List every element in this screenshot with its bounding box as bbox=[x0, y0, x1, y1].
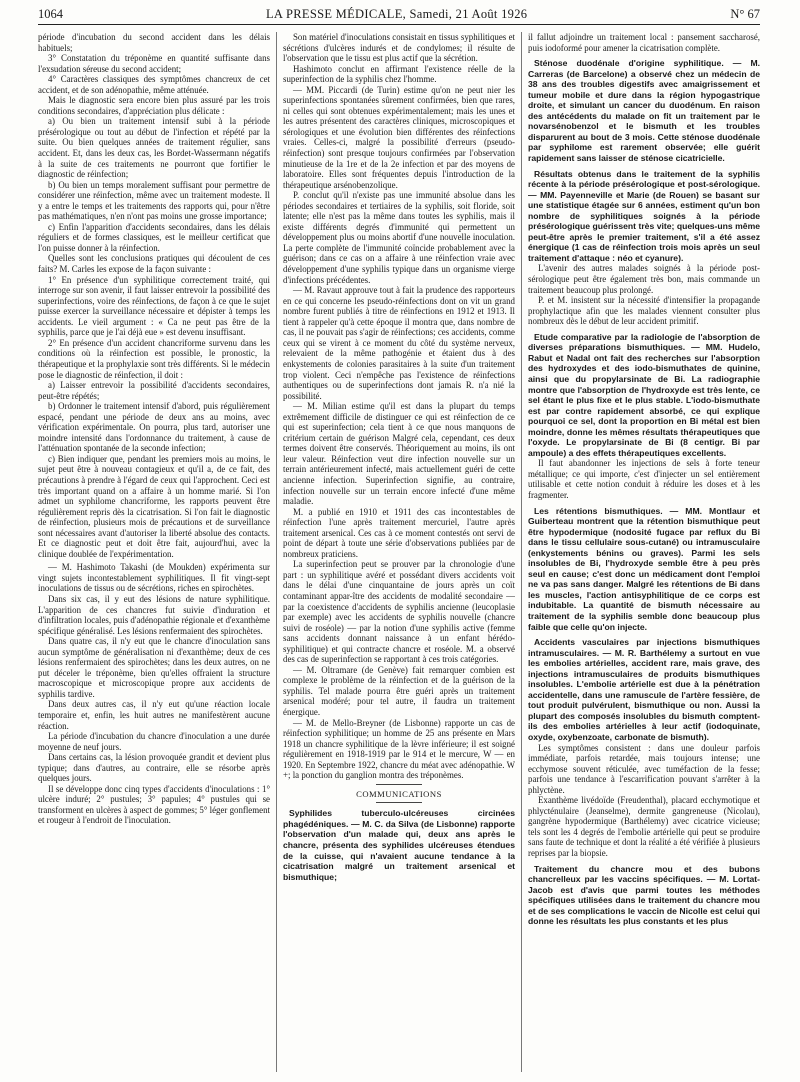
paragraph: Dans certains cas, la lésion provoquée grandit et devient plus typique; dans d'autres, au contraire, elle se résorbe après quelques jours. bbox=[38, 752, 270, 784]
paragraph: il fallut adjoindre un traitement local : pansement saccharosé, puis iodoformé pour amener la cicatrisation complète. bbox=[528, 32, 760, 53]
column-2-body bbox=[283, 32, 515, 781]
paragraph: — M. de Mello-Breyner (de Lisbonne) rapporte un cas de réinfection syphilitique; un homme de 25 ans présente en Mars 1918 un chancre syphilitique de la lèvre inférieure; il est soigné régulièrement en 1918-1919 par le 914 et le mercure, W — en 1920. En Septembre 1922, chancre du méat avec adénopathie. W +; la ponction du ganglion montra des tréponèmes. bbox=[283, 717, 515, 781]
paragraph: Son matériel d'inoculations consistait en tissus syphilitiques et sécrétions d'ulcères indurés et de condylomes; il résulte de l'observation que le tissu est plus actif que la sécrétion. bbox=[283, 32, 515, 64]
paragraph: Il faut abandonner les injections de sels à forte teneur métallique; ce qui importe, c'est d'injecter un sel entièrement utilisable et cette notion conduit à réduire les doses et à les fragmenter. bbox=[528, 458, 760, 500]
paragraph: — M. Oltramare (de Genève) fait remarquer combien est complexe le problème de la réinfection et de la guérison de la syphilis. Tel malade pourra être guéri après un traitement arsenical modéré; pour tel autre, il faudra un traitement énergique. bbox=[283, 664, 515, 717]
paragraph: Les symptômes consistent : dans une douleur parfois immédiate, parfois retardée, mais toujours intense; une ecchymose souvent réticulée, avec tuméfaction de la fesse; parfois une tendance à l'escarrification pouvant s'arrêter à la phlyctène. bbox=[528, 742, 760, 795]
paragraph: Dans six cas, il y eut des lésions de nature syphilitique. L'apparition de ces chancres fut suivie d'induration et d'infiltration locales, puis d'adénopathie régionale et d'exanthème spécifique généralisé. Les lésions renfermaient des spirochètes. bbox=[38, 593, 270, 636]
paragraph: c) Enfin l'apparition d'accidents secondaires, dans les délais réguliers et de formes classiques, est le meilleur certificat que l'on puisse donner à la réinfection. bbox=[38, 221, 270, 253]
article-paragraph-with-heading: Les rétentions bismuthiques. — MM. Montlaur et Guiberteau montrent que la rétention bismuthique peut être hypodermique (nodosité fugace par reflux du Bi dans le tissu cellulaire sous-cutané) ou intramusculaire (enkystements bénins ou graves). Parmi les sels insolubles de Bi, l'hydroxyde semble être à peu près seul en cause; c'est donc un médicament dont l'emploi ne va pas sans danger. Malgré les rétentions de Bi dans les muscles, l'action antisyphilitique de ce corps est indubitable. La quantité de bismuth nécessaire au traitement de la syphilis semble donc beaucoup plus faible que celle qu'on injecte. bbox=[528, 505, 760, 632]
paragraph: Quelles sont les conclusions pratiques qui découlent de ces faits? M. Carles les expose de la façon suivante : bbox=[38, 253, 270, 275]
column-2-communications bbox=[283, 808, 515, 882]
paragraph: Dans deux autres cas, il n'y eut qu'une réaction locale temporaire et, enfin, les huit autres ne manifestèrent aucune réaction. bbox=[38, 699, 270, 731]
paragraph: c) Bien indiquer que, pendant les premiers mois au moins, le sujet peut être à nouveau contagieux et qu'il a, de ce fait, des précautions à prendre à l'égard de ceux qui l'approchent. Ceci est très important quand on a affaire à un homme marié. Si l'on admet un syphilome chancriforme, les rapports peuvent être régulièrement repris dès la cicatrisation. Si l'on fait le diagnostic de réinfection, plusieurs mois de précautions et de surveillance sont nécessaires avant d'autoriser la liberté absolue des contacts. Et ce diagnostic peut et doit être fait, aujourd'hui, avec la clinique doublée de l'expérimentation. bbox=[38, 453, 270, 559]
paragraph: a) Laisser entrevoir la possibilité d'accidents secondaires, peut-être répétés; bbox=[38, 380, 270, 401]
paragraph: — MM. Piccardi (de Turin) estime qu'on ne peut nier les superinfections spontanées sûrement confirmées, bien que rares, ni celles qui sont obtenues expérimentalement; mais les unes et les autres présentent des caractères cliniques, microscopiques et sérologiques et une évolution bien différentes des réinfections vraies. Celles-ci, malgré la possibilité d'erreurs (pseudo-réinfection) sont presque toujours confirmées par l'observation minutieuse de la 1re et de la 2e infection et par des moyens de laboratoire. Elles sont fréquentes depuis l'introduction de la thérapeutique arsénobenzolique. bbox=[283, 84, 515, 190]
paragraph: P. conclut qu'il n'existe pas une immunité absolue dans les périodes secondaires et tertiaires de la syphilis, soit floride, soit latente; elle n'est pas la même dans toutes les syphilis, mais il existe différents degrés d'immunité qui permettent un développement plus ou moins abortif d'une nouvelle inoculation. La perte complète de l'immunité coïncide probablement avec la guérison; dans ce cas on a affaire à une réinfection vraie avec développement d'une syphilis typique dans un organisme vierge d'infections précédentes. bbox=[283, 190, 515, 285]
paragraph: M. a publié en 1910 et 1911 des cas incontestables de réinfection l'une après traitement mercuriel, l'autre après traitement arsenical. Ces cas à ce moment contestés ont servi de point de départ à toute une série d'observations publiées par de nombreux praticiens. bbox=[283, 506, 515, 559]
section-heading-communications: COMMUNICATIONS bbox=[356, 788, 442, 799]
paragraph: 1° En présence d'un syphilitique correctement traité, qui interroge sur son avenir, il faut laisser entrevoir la possibilité des superinfections, voire des réinfections, de façon à ce que le sujet puisse exercer la surveillance nécessaire et dépister à temps les accidents. Le vieil argument : « Ca ne peut pas être de la syphilis, parce que je l'ai déjà eue » est devenu insuffisant. bbox=[38, 274, 270, 338]
paragraph: période d'incubation du second accident dans les délais habituels; bbox=[38, 32, 270, 53]
paragraph: L'avenir des autres malades soignés à la période post-sérologique peut être également très bon, mais commande un traitement beaucoup plus prolongé. bbox=[528, 263, 760, 295]
paragraph: La période d'incubation du chancre d'inoculation a une durée moyenne de neuf jours. bbox=[38, 731, 270, 752]
paragraph: Il se développe donc cinq types d'accidents d'inoculations : 1° ulcère induré; 2° pustules; 3° papules; 4° pustules qui se transforment en ulcères à aspect de gommes; 5° léger gonflement et rougeur à l'endroit de l'inoculation. bbox=[38, 783, 270, 826]
article-paragraph-with-heading: Sténose duodénale d'origine syphilitique. — M. Carreras (de Barcelone) a observé chez un médecin de 38 ans des troubles digestifs avec amaigrissement et tumeur mobile et dure dans la région hypogastrique droite, et simulant un cancer du duodénum. En raison des antécédents du malade on fit un traitement par le novarsénobenzol et le bismuth et les troubles disparurent au bout de 3 mois. Cette sténose duodénale par syphilome est rarement observée; elle guérit rapidement sans laisser de sténose cicatricielle. bbox=[528, 58, 760, 164]
paragraph: Dans quatre cas, il n'y eut que le chancre d'inoculation sans aucun symptôme de généralisation ni d'exanthème; deux de ces lésions renfermaient des spirochètes; dans les deux autres, on ne put déceler le tréponème, bien qu'elles offraient la structure macroscopique et microscopique propre aux accidents de syphilis tardive. bbox=[38, 636, 270, 699]
section-rule bbox=[376, 784, 422, 785]
column-divider bbox=[521, 32, 522, 1072]
paragraph: a) Ou bien un traitement intensif subi à la période présérologique ou tout au début de l'infection et répété par la suite. Ou bien quelques années de traitement régulier, sans accident. Et, dans les deux cas, les Bordet-Wassermann négatifs à la suite de ces traitements ne pourront que fortifier le diagnostic de réinfection; bbox=[38, 116, 270, 180]
paragraph: P. et M. insistent sur la nécessité d'intensifier la propagande prophylactique afin que les malades viennent consulter plus nombreux dès le début de leur accident primitif. bbox=[528, 295, 760, 327]
paragraph: b) Ou bien un temps moralement suffisant pour permettre de considérer une réinfection, même avec un traitement modeste. Il y a entre le temps et les traitements des rapports qui, pour n'être pas mathématiques, n'en n'ont pas moins une grosse importance; bbox=[38, 179, 270, 222]
page-number: 1064 bbox=[38, 6, 63, 21]
paragraph: Hashimoto conclut en affirmant l'existence réelle de la superinfection de la syphilis chez l'homme. bbox=[283, 63, 515, 85]
paragraph: Exanthème livédoïde (Freudenthal), placard ecchymotique et phlycténulaire (Jeanselme), dermite gangreneuse (Nicolau), gangrène hypodermique (Barthélemy) avec cicatrice vicieuse; tels sont les 4 degrés de l'embolie artérielle qui peut se produire sans faute de technique et dont la réalité a été vérifiée à plusieurs reprises par la biopsie. bbox=[528, 795, 760, 859]
column-divider bbox=[276, 32, 277, 1072]
page-header bbox=[38, 4, 760, 25]
article-paragraph-with-heading: Syphilides tuberculo-ulcéreuses circinées phagédéniques. — M. C. da Silva (de Lisbonne) rapporte l'observation d'un malade qui, deux ans après le chancre, présenta des syphilides ulcéreuses étendues de la cuisse, qui n'avaient aucune tendance à la cicatrisation malgré un traitement arsenical et bismuthique; bbox=[283, 808, 515, 882]
article-paragraph-with-heading: Résultats obtenus dans le traitement de la syphilis récente à la période présérologique et post-sérologique. — MM. Payenneville et Marie (de Rouen) se basant sur une statistique étagée sur 6 années, estiment qu'un bon nombre de syphilitiques soignés à la période présérologique guérissent très vite; quelques-uns même peut-être après le premier traitement, s'il a été assez énergique (1 cas de réinfection trois mois après un seul traitement d'attaque : néo et cyanure). bbox=[528, 168, 760, 263]
paragraph: b) Ordonner le traitement intensif d'abord, puis régulièrement espacé, pendant une période de deux ans au moins, avec vérification expérimentale. On pourra, plus tard, autoriser une moindre intensité dans l'ordonnance du traitement, à cause de l'atténuation spontanée de la seconde infection; bbox=[38, 401, 270, 454]
text-column-3 bbox=[528, 32, 760, 1072]
section-rule bbox=[376, 802, 422, 803]
paragraph: 3° Constatation du tréponème en quantité suffisante dans l'exsudation séreuse du second accident; bbox=[38, 53, 270, 74]
text-column-1 bbox=[38, 32, 270, 1072]
paragraph: — M. Ravaut approuve tout à fait la prudence des rapporteurs en ce qui concerne les pseudo-réinfections dont on vit un grand nombre furent publiés à titre de réinfections en 1912 et 1913. Il tient à rappeler qu'à cette époque il montra que, dans nombre de cas, il ne pouvait pas s'agir de réinfections; ces accidents, comme ceux qui se virent à ce moment du côté du système nerveux, relevaient de la même pathogénie et étaient dus à des enkystements de colonies parasitaires à la suite d'un traitement trop violent. Ceci n'empêche pas l'existence de réinfections authentiques ou de superinfections dont jamais R. n'a nié la possibilité. bbox=[283, 285, 515, 401]
paragraph: — M. Milian estime qu'il est dans la plupart du temps extrêmement difficile de distinguer ce qui est réinfection de ce qui est superinfection; cela tient à ce que nous manquons de critérium certain de guérison Malgré cela, cependant, ces deux termes doivent être conservés. Théoriquement au moins, ils ont leur valeur. Réinfection veut dire infection nouvelle sur un terrain antérieurement infecté, mais actuellement guéri de cette ancienne infection. Superinfection signifie, au contraire, infection nouvelle sur un terrain encore infecté d'une même maladie. bbox=[283, 401, 515, 507]
text-column-2 bbox=[283, 32, 515, 1072]
paragraph: 2° En présence d'un accident chancriforme survenu dans les conditions où la réinfection est possible, le pronostic, la thérapeutique et la prophylaxie sont très différents. Si le médecin pose le diagnostic de réinfection, il doit : bbox=[38, 337, 270, 380]
paragraph: 4° Caractères classiques des symptômes chancreux de cet accident, et de son adénopathie, même atténuée. bbox=[38, 74, 270, 95]
issue-number: N° 67 bbox=[730, 6, 760, 21]
article-paragraph-with-heading: Accidents vasculaires par injections bismuthiques intramusculaires. — M. R. Barthélemy a surtout en vue les embolies artérielles, accident rare, mais grave, des injections intramusculaires de produits bismuthiques insolubles. L'embolie artérielle est due à la pénétration accidentelle, dans une ramuscule de l'artère fessière, de tout produit pulvérulent, bismuthique ou non. Aussi la plupart des composés insolubles du bismuth comptent-ils des embolies artérielles à leur actif (iodoquinate, oxyde, oxybenzoate, carbonate de bismuth). bbox=[528, 637, 760, 742]
article-paragraph-with-heading: Traitement du chancre mou et des bubons chancrelleux par les vaccins spécifiques. — M. Lortat-Jacob est d'avis que parmi toutes les méthodes spécifiques utilisées dans le traitement du chancre mou et de ses complications le vaccin de Nicolle est celui qui donne les résultats les plus constants et les plus bbox=[528, 863, 760, 927]
publication-title: LA PRESSE MÉDICALE, Samedi, 21 Août 1926 bbox=[266, 6, 528, 21]
paragraph: Mais le diagnostic sera encore bien plus assuré par les trois conditions secondaires, d'appréciation plus délicate : bbox=[38, 95, 270, 116]
article-paragraph-with-heading: Etude comparative par la radiologie de l'absorption de diverses préparations bismuthiques. — MM. Hudelo, Rabut et Nadal ont fait des recherches sur l'absorption des hydroxydes et des iodo-bismuthates de quinine, ainsi que du propylarsinate de Bi. La radiographie montre que l'absorption de l'hydroxyde est très lente, ce sel étant le plus fixe et le plus stable. L'iodo-bismuthate est par contre rapidement absorbé, ce qui explique pourquoi ce sel, dont la proportion en Bi métal est bien moindre, donne les mêmes résultats thérapeutiques que l'oxyde. Le propylarsinate de Bi (8 centigr. Bi par ampoule) a des effets thérapeutiques excellents. bbox=[528, 331, 760, 458]
paragraph: La superinfection peut se prouver par la chronologie d'une part : un syphilitique avéré et possédant divers accidents voit dans le délai d'une cinquantaine de jours après un coït contaminant appar-ître des accidents de modalité secondaire — par la coexistence d'accidents de syphilis ancienne (leucoplasie par exemple) avec les accidents de syphilis nouvelle (chancre suivi de roséole) — par la notion d'une syphilis active (femme sans accidents donnant naissance à un enfant hérédo-syphilitique) et qui contracte chancre et roséole. M. a observé des cas de superinfection se rapportant à ces trois catégories. bbox=[283, 559, 515, 665]
paragraph: — M. Hashimoto Takashi (de Moukden) expérimenta sur vingt sujets incontestablement syphilitiques. Il fit vingt-sept inoculations de tissus ou de sécrétions, riches en spirochètes. bbox=[38, 562, 270, 594]
